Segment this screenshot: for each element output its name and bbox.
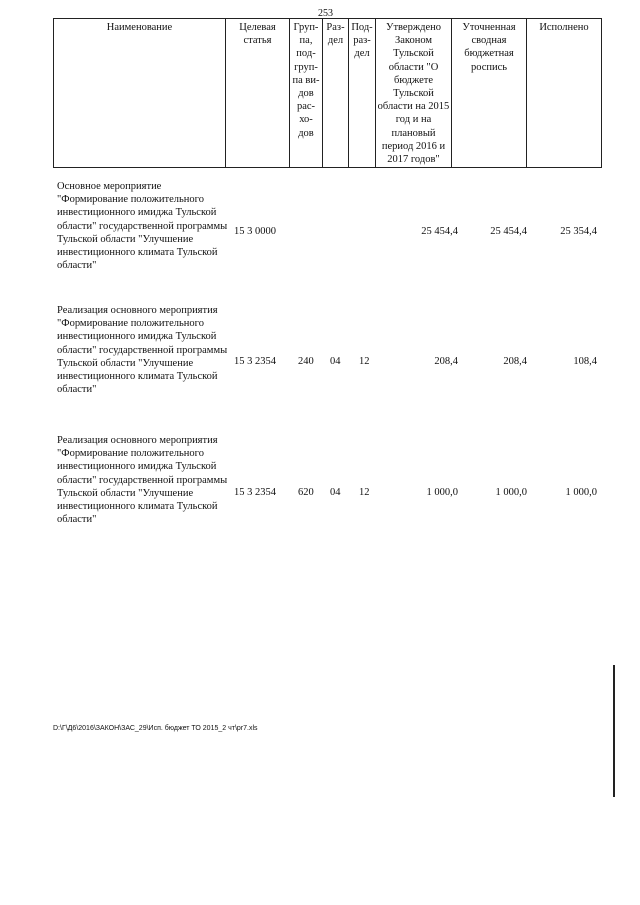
row-target-article: 15 3 2354 xyxy=(234,356,276,367)
page-number: 253 xyxy=(318,8,333,19)
scan-margin-line xyxy=(613,665,615,797)
header-executed: Исполнено xyxy=(527,19,602,168)
header-table xyxy=(53,18,602,168)
row-section: 04 xyxy=(330,487,341,498)
row-name: Основное мероприятие "Формирование положительного инвестиционного имиджа Тульской области" государственной программы Тульской области "Улучшение инвестиционного климата Тульской области" xyxy=(57,181,228,272)
row-executed: 25 354,4 xyxy=(560,226,597,237)
header-expense-group: Груп- па, под- груп- па ви- дов рас- хо- дов xyxy=(290,19,323,168)
row-executed: 1 000,0 xyxy=(565,487,597,498)
row-name: Реализация основного мероприятия "Формирование положительного инвестиционного имиджа Тульской области" государственной программы Тульской области "Улучшение инвестиционного климата Тульской области" xyxy=(57,435,228,526)
row-expense-group: 240 xyxy=(298,356,314,367)
row-subsection: 12 xyxy=(359,487,370,498)
header-section: Раз- дел xyxy=(323,19,349,168)
footer-file-path: D:\Г\Д6\2016\ЗАКОН\ЗАС_29\Исп. бюджет ТО 2015_2 чт\pr7.xls xyxy=(53,725,258,732)
row-approved: 208,4 xyxy=(434,356,458,367)
header-refined: Уточненная сводная бюджетная роспись xyxy=(452,19,527,168)
row-section: 04 xyxy=(330,356,341,367)
row-executed: 108,4 xyxy=(573,356,597,367)
row-target-article: 15 3 2354 xyxy=(234,487,276,498)
row-approved: 25 454,4 xyxy=(421,226,458,237)
row-refined: 208,4 xyxy=(503,356,527,367)
header-approved: Утверждено Законом Тульской области "О бюджете Тульской области на 2015 год и на плановый период 2016 и 2017 годов" xyxy=(376,19,452,168)
header-subsection: Под- раз- дел xyxy=(349,19,376,168)
row-name: Реализация основного мероприятия "Формирование положительного инвестиционного имиджа Тульской области" государственной программы Тульской области "Улучшение инвестиционного климата Тульской области" xyxy=(57,305,228,396)
row-refined: 1 000,0 xyxy=(495,487,527,498)
header-name: Наименование xyxy=(54,19,226,168)
row-approved: 1 000,0 xyxy=(426,487,458,498)
row-refined: 25 454,4 xyxy=(490,226,527,237)
header-target-article: Целевая статья xyxy=(226,19,290,168)
row-expense-group: 620 xyxy=(298,487,314,498)
row-target-article: 15 3 0000 xyxy=(234,226,276,237)
row-subsection: 12 xyxy=(359,356,370,367)
